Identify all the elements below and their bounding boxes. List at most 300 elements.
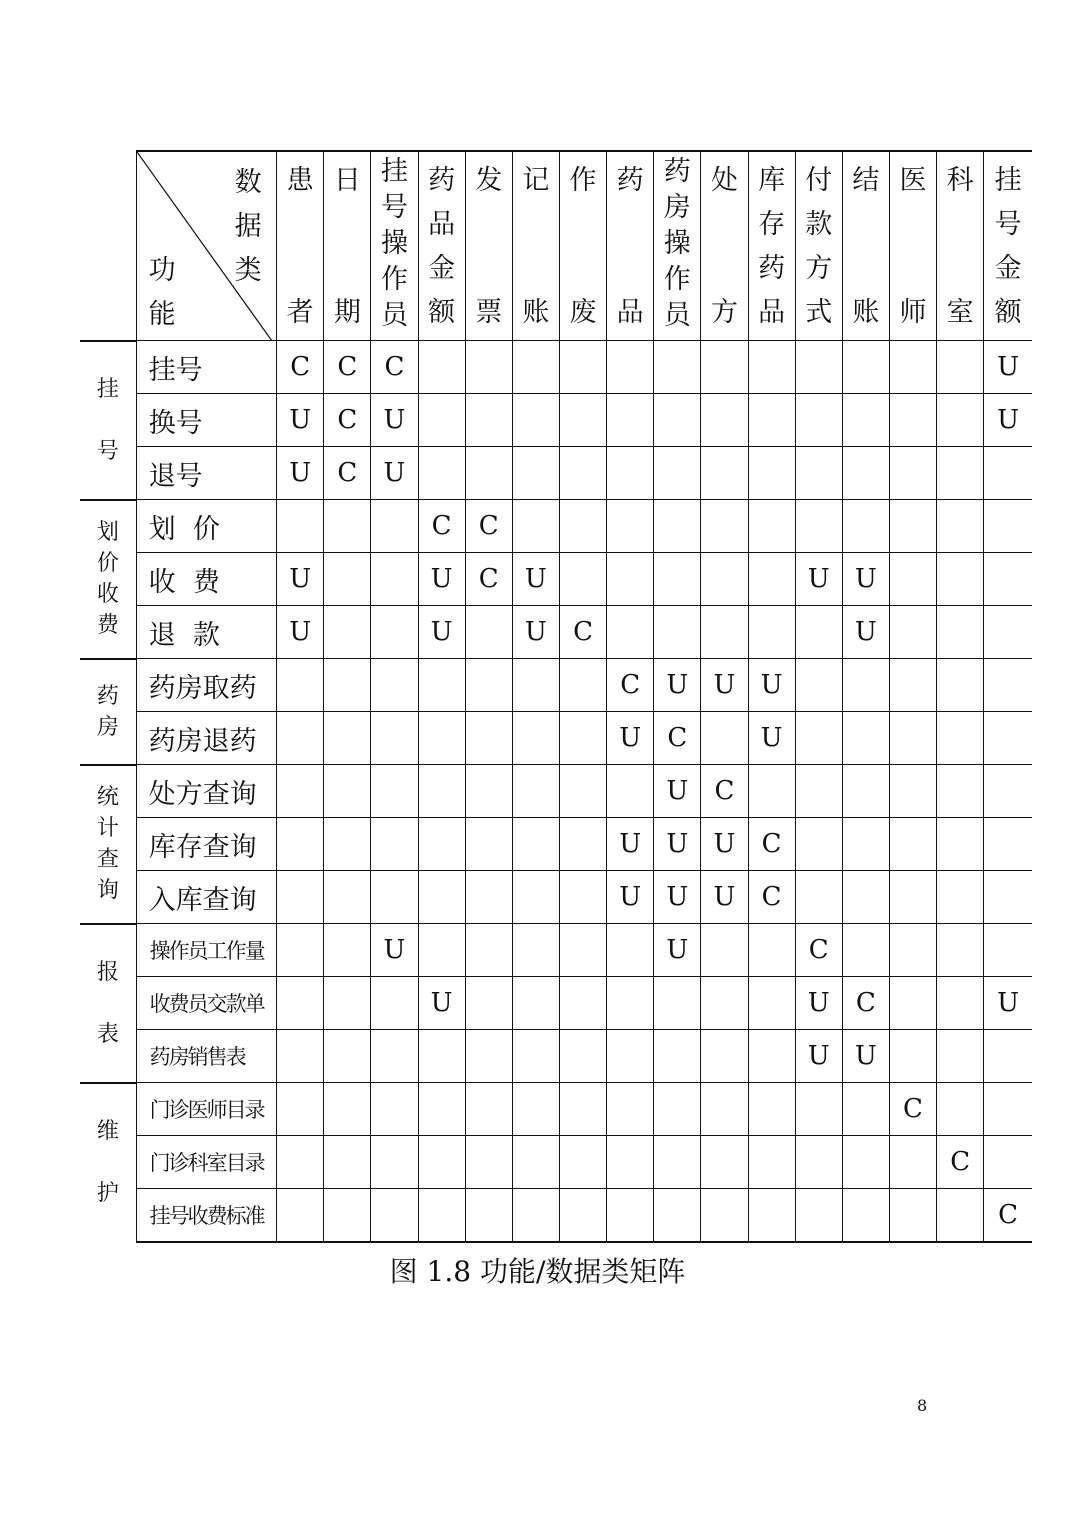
matrix-cell: U — [654, 659, 701, 712]
caption-text: 图 1.8 功能/数据类矩阵 — [389, 1255, 686, 1288]
matrix-cell: U — [277, 553, 324, 606]
matrix-cell — [795, 712, 842, 765]
matrix-cell — [795, 341, 842, 394]
matrix-cell — [748, 765, 795, 818]
matrix-cell — [465, 712, 512, 765]
column-header-text — [843, 152, 889, 335]
column-header — [937, 151, 984, 341]
function-name: 收费员交款单 — [136, 977, 276, 1030]
function-data-matrix — [80, 150, 1032, 1243]
matrix-cell — [559, 818, 606, 871]
column-header-char: 账 — [522, 297, 550, 328]
matrix-row — [80, 394, 1032, 447]
function-name: 退 款 — [136, 606, 276, 659]
column-header-char: 者 — [286, 297, 314, 328]
column-header-char: 结 — [852, 165, 880, 196]
section-label-char: 计 — [96, 816, 119, 841]
matrix-cell — [889, 1030, 936, 1083]
matrix-cell — [277, 977, 324, 1030]
matrix-cell — [418, 871, 465, 924]
matrix-cell — [371, 765, 418, 818]
column-header-char: 科 — [946, 165, 974, 196]
matrix-cell — [559, 341, 606, 394]
matrix-cell — [559, 1083, 606, 1136]
matrix-cell — [937, 394, 984, 447]
section-label — [80, 924, 136, 1083]
matrix-cell — [465, 765, 512, 818]
matrix-cell — [842, 659, 889, 712]
matrix-cell: U — [984, 394, 1032, 447]
column-header-char: 作 — [663, 264, 691, 295]
matrix-cell — [559, 1189, 606, 1242]
matrix-cell: U — [701, 818, 748, 871]
matrix-cell — [607, 765, 654, 818]
matrix-cell — [984, 712, 1032, 765]
matrix-cell — [512, 1030, 559, 1083]
matrix-cell — [654, 394, 701, 447]
matrix-cell — [465, 977, 512, 1030]
matrix-row — [80, 818, 1032, 871]
matrix-cell — [607, 553, 654, 606]
column-header-char — [890, 203, 936, 247]
matrix-cell — [842, 341, 889, 394]
matrix-cell — [607, 500, 654, 553]
matrix-cell — [324, 1030, 371, 1083]
matrix-cell — [512, 977, 559, 1030]
matrix-cell: U — [371, 394, 418, 447]
matrix-cell — [654, 500, 701, 553]
column-header-text — [371, 152, 417, 334]
matrix-cell — [465, 606, 512, 659]
column-header-char: 室 — [946, 297, 974, 328]
column-header-char — [560, 203, 606, 247]
matrix-cell — [418, 341, 465, 394]
matrix-cell — [277, 818, 324, 871]
column-header-text — [701, 152, 747, 335]
column-header-char — [607, 247, 653, 291]
section-label-char: 护 — [96, 1181, 119, 1206]
matrix-cell — [559, 1030, 606, 1083]
matrix-cell — [324, 818, 371, 871]
matrix-cell — [748, 977, 795, 1030]
column-header-char: 品 — [428, 209, 456, 240]
matrix-cell — [277, 500, 324, 553]
matrix-cell — [937, 341, 984, 394]
matrix-cell — [324, 712, 371, 765]
matrix-row — [80, 1189, 1032, 1242]
matrix-cell — [512, 1083, 559, 1136]
matrix-row — [80, 500, 1032, 553]
matrix-cell — [371, 1083, 418, 1136]
function-name: 换号 — [136, 394, 276, 447]
matrix-cell — [701, 553, 748, 606]
matrix-cell: U — [418, 606, 465, 659]
section-label-char: 报 — [96, 959, 119, 985]
matrix-cell — [795, 394, 842, 447]
page-number: 8 — [917, 1396, 928, 1415]
column-header — [324, 151, 371, 341]
matrix-row — [80, 447, 1032, 500]
matrix-cell — [795, 765, 842, 818]
corner-function-label: 能 — [148, 299, 176, 330]
matrix-cell — [654, 1136, 701, 1189]
matrix-cell: C — [371, 341, 418, 394]
function-name: 操作员工作量 — [136, 924, 276, 977]
column-header-char: 员 — [380, 300, 408, 331]
matrix-cell: C — [324, 394, 371, 447]
matrix-cell — [371, 659, 418, 712]
matrix-cell — [512, 659, 559, 712]
column-header-char: 废 — [569, 297, 597, 328]
column-header-char: 付 — [805, 165, 833, 196]
matrix-cell — [418, 447, 465, 500]
matrix-cell — [842, 765, 889, 818]
matrix-cell — [889, 553, 936, 606]
matrix-cell: C — [842, 977, 889, 1030]
column-header-char: 挂 — [380, 156, 408, 187]
function-name: 挂号收费标准 — [136, 1189, 276, 1242]
matrix-row — [80, 871, 1032, 924]
matrix-cell — [889, 606, 936, 659]
matrix-cell — [277, 1083, 324, 1136]
matrix-cell — [795, 1136, 842, 1189]
matrix-cell — [842, 712, 889, 765]
matrix-cell — [371, 977, 418, 1030]
matrix-cell: U — [277, 394, 324, 447]
matrix-cell — [937, 924, 984, 977]
matrix-cell: U — [418, 553, 465, 606]
corner-data-label: 数 — [234, 167, 262, 198]
column-header-char: 品 — [616, 297, 644, 328]
section-label — [80, 765, 136, 924]
column-header-char — [843, 247, 889, 291]
matrix-cell — [984, 659, 1032, 712]
matrix-cell — [795, 871, 842, 924]
matrix-cell — [984, 1030, 1032, 1083]
column-header-char: 挂 — [994, 165, 1022, 196]
column-header-char — [324, 203, 370, 247]
column-header — [418, 151, 465, 341]
matrix-cell — [937, 500, 984, 553]
matrix-cell: U — [654, 924, 701, 977]
column-header-text — [984, 152, 1032, 335]
matrix-cell: C — [937, 1136, 984, 1189]
matrix-cell — [465, 341, 512, 394]
column-header-char: 药 — [616, 165, 644, 196]
matrix-cell — [654, 447, 701, 500]
corner-header — [136, 151, 276, 341]
matrix-cell: U — [654, 818, 701, 871]
column-header-char: 患 — [286, 165, 314, 196]
matrix-cell — [324, 871, 371, 924]
matrix-cell — [371, 712, 418, 765]
corner-blank — [80, 151, 136, 341]
matrix-cell — [889, 500, 936, 553]
column-header-text — [277, 152, 323, 335]
function-name: 库存查询 — [136, 818, 276, 871]
matrix-cell — [748, 1136, 795, 1189]
matrix-cell: U — [512, 606, 559, 659]
matrix-cell — [984, 818, 1032, 871]
matrix-row — [80, 606, 1032, 659]
matrix-cell — [937, 1189, 984, 1242]
function-name: 门诊科室目录 — [136, 1136, 276, 1189]
matrix-cell — [889, 1136, 936, 1189]
section-label-char: 表 — [96, 1021, 119, 1047]
matrix-cell — [701, 1136, 748, 1189]
matrix-cell — [889, 394, 936, 447]
matrix-cell — [748, 500, 795, 553]
matrix-cell — [465, 1189, 512, 1242]
matrix-cell — [701, 1083, 748, 1136]
column-header — [889, 151, 936, 341]
matrix-cell: U — [748, 712, 795, 765]
matrix-cell: U — [607, 712, 654, 765]
matrix-cell — [889, 765, 936, 818]
matrix-cell — [418, 1189, 465, 1242]
matrix-cell — [465, 871, 512, 924]
matrix-cell — [701, 1189, 748, 1242]
matrix-cell — [324, 606, 371, 659]
column-header-char — [277, 247, 323, 291]
column-header-char: 员 — [663, 300, 691, 331]
matrix-cell — [277, 1030, 324, 1083]
matrix-cell — [324, 659, 371, 712]
column-header — [748, 151, 795, 341]
matrix-cell — [937, 818, 984, 871]
matrix-cell — [559, 977, 606, 1030]
matrix-cell — [465, 924, 512, 977]
matrix-cell — [701, 712, 748, 765]
matrix-cell: C — [465, 553, 512, 606]
matrix-cell: U — [654, 765, 701, 818]
matrix-cell — [984, 1083, 1032, 1136]
matrix-cell — [512, 1189, 559, 1242]
matrix-cell — [324, 1136, 371, 1189]
matrix-cell: U — [842, 1030, 889, 1083]
section-label-char: 维 — [96, 1119, 119, 1144]
section-label-char: 费 — [96, 613, 119, 638]
matrix-cell — [842, 447, 889, 500]
matrix-cell — [559, 500, 606, 553]
matrix-cell — [842, 818, 889, 871]
matrix-cell — [937, 712, 984, 765]
function-name: 处方查询 — [136, 765, 276, 818]
matrix-cell: U — [607, 818, 654, 871]
matrix-cell — [607, 1136, 654, 1189]
matrix-cell — [418, 924, 465, 977]
matrix-cell: U — [842, 553, 889, 606]
column-header-char: 品 — [758, 297, 786, 328]
column-header-char: 款 — [805, 209, 833, 240]
matrix-cell — [937, 977, 984, 1030]
matrix-cell — [418, 765, 465, 818]
matrix-cell — [842, 1083, 889, 1136]
matrix-cell — [654, 341, 701, 394]
matrix-cell — [607, 1189, 654, 1242]
matrix-cell — [512, 818, 559, 871]
section-label-char: 挂 — [96, 376, 119, 402]
column-header-char — [560, 247, 606, 291]
matrix-cell — [465, 1136, 512, 1189]
matrix-cell — [889, 659, 936, 712]
matrix-cell — [418, 394, 465, 447]
matrix-cell: U — [607, 871, 654, 924]
matrix-cell — [984, 1136, 1032, 1189]
matrix-cell — [559, 765, 606, 818]
matrix-cell — [748, 1189, 795, 1242]
matrix-row — [80, 977, 1032, 1030]
matrix-cell — [654, 977, 701, 1030]
function-name: 门诊医师目录 — [136, 1083, 276, 1136]
column-header-char: 号 — [380, 192, 408, 223]
corner-data-label: 类 — [234, 255, 262, 286]
matrix-cell — [842, 871, 889, 924]
matrix-cell: U — [371, 447, 418, 500]
matrix-cell — [701, 606, 748, 659]
matrix-cell — [842, 500, 889, 553]
column-header-char — [466, 247, 512, 291]
column-header-char: 记 — [522, 165, 550, 196]
matrix-cell — [607, 606, 654, 659]
matrix-cell — [371, 606, 418, 659]
matrix-cell — [465, 659, 512, 712]
matrix-cell — [418, 1030, 465, 1083]
section-label-char: 统 — [96, 785, 119, 810]
column-header-char: 库 — [758, 165, 786, 196]
matrix-cell: C — [607, 659, 654, 712]
column-header-char: 师 — [899, 297, 927, 328]
matrix-cell — [654, 1083, 701, 1136]
column-header-text — [513, 152, 559, 335]
matrix-cell — [607, 977, 654, 1030]
section-label-char: 询 — [96, 878, 119, 903]
corner-function-label: 功 — [148, 255, 176, 286]
column-header-char: 操 — [380, 228, 408, 259]
matrix-row — [80, 924, 1032, 977]
matrix-cell — [512, 500, 559, 553]
matrix-cell: U — [418, 977, 465, 1030]
matrix-cell: C — [465, 500, 512, 553]
matrix-cell: U — [701, 871, 748, 924]
matrix-cell: C — [748, 818, 795, 871]
matrix-row — [80, 712, 1032, 765]
matrix-cell — [701, 341, 748, 394]
column-header-char: 处 — [710, 165, 738, 196]
column-header-text — [654, 152, 700, 334]
column-header-char: 作 — [569, 165, 597, 196]
matrix-cell — [512, 341, 559, 394]
matrix-cell: C — [701, 765, 748, 818]
matrix-cell: U — [277, 606, 324, 659]
matrix-cell: C — [418, 500, 465, 553]
matrix-cell — [748, 394, 795, 447]
column-header-text — [749, 152, 795, 335]
matrix-cell — [371, 1189, 418, 1242]
matrix-cell — [889, 1189, 936, 1242]
matrix-cell — [889, 712, 936, 765]
column-header-char — [937, 247, 983, 291]
matrix-cell — [937, 659, 984, 712]
column-header — [607, 151, 654, 341]
column-header-text — [560, 152, 606, 335]
matrix-cell — [795, 500, 842, 553]
section-label-char: 药 — [96, 683, 119, 709]
matrix-cell — [512, 765, 559, 818]
matrix-cell — [512, 447, 559, 500]
matrix-cell: U — [984, 977, 1032, 1030]
column-header-char: 发 — [475, 165, 503, 196]
column-header-char — [513, 247, 559, 291]
column-header-char — [701, 203, 747, 247]
column-header-text — [890, 152, 936, 335]
matrix-cell — [465, 1083, 512, 1136]
function-name: 划 价 — [136, 500, 276, 553]
matrix-cell — [842, 1189, 889, 1242]
column-header-char: 医 — [899, 165, 927, 196]
matrix-cell — [748, 553, 795, 606]
column-header-char — [324, 247, 370, 291]
matrix-cell — [277, 871, 324, 924]
matrix-cell — [371, 818, 418, 871]
matrix-cell — [654, 553, 701, 606]
header-row — [80, 151, 1032, 341]
column-header-text — [937, 152, 983, 335]
matrix-cell — [371, 871, 418, 924]
matrix-cell — [701, 500, 748, 553]
matrix-cell — [701, 1030, 748, 1083]
column-header-char: 账 — [852, 297, 880, 328]
matrix-cell — [607, 447, 654, 500]
column-header-char — [843, 203, 889, 247]
matrix-cell — [984, 447, 1032, 500]
matrix-cell — [842, 924, 889, 977]
section-label-char: 收 — [96, 582, 119, 607]
matrix-cell — [418, 1136, 465, 1189]
matrix-cell — [418, 659, 465, 712]
matrix-cell: U — [795, 1030, 842, 1083]
matrix-cell — [748, 447, 795, 500]
matrix-cell — [654, 1189, 701, 1242]
matrix-cell — [889, 924, 936, 977]
matrix-cell — [465, 394, 512, 447]
function-name: 药房取药 — [136, 659, 276, 712]
matrix-cell — [277, 765, 324, 818]
column-header-char: 方 — [805, 253, 833, 284]
matrix-row — [80, 1083, 1032, 1136]
matrix-cell — [559, 394, 606, 447]
matrix-cell — [607, 924, 654, 977]
column-header-char — [607, 203, 653, 247]
matrix-cell — [889, 977, 936, 1030]
matrix-cell — [277, 924, 324, 977]
matrix-cell — [842, 1136, 889, 1189]
matrix-cell — [984, 606, 1032, 659]
column-header-char: 药 — [428, 165, 456, 196]
column-header-char — [466, 203, 512, 247]
column-header — [559, 151, 606, 341]
matrix-cell — [889, 871, 936, 924]
matrix-cell — [324, 553, 371, 606]
section-label-char — [80, 1147, 136, 1178]
matrix-cell: U — [795, 977, 842, 1030]
column-header — [842, 151, 889, 341]
column-header-char: 操 — [663, 228, 691, 259]
function-name: 药房销售表 — [136, 1030, 276, 1083]
matrix-cell — [937, 447, 984, 500]
matrix-cell — [559, 447, 606, 500]
matrix-cell: C — [748, 871, 795, 924]
